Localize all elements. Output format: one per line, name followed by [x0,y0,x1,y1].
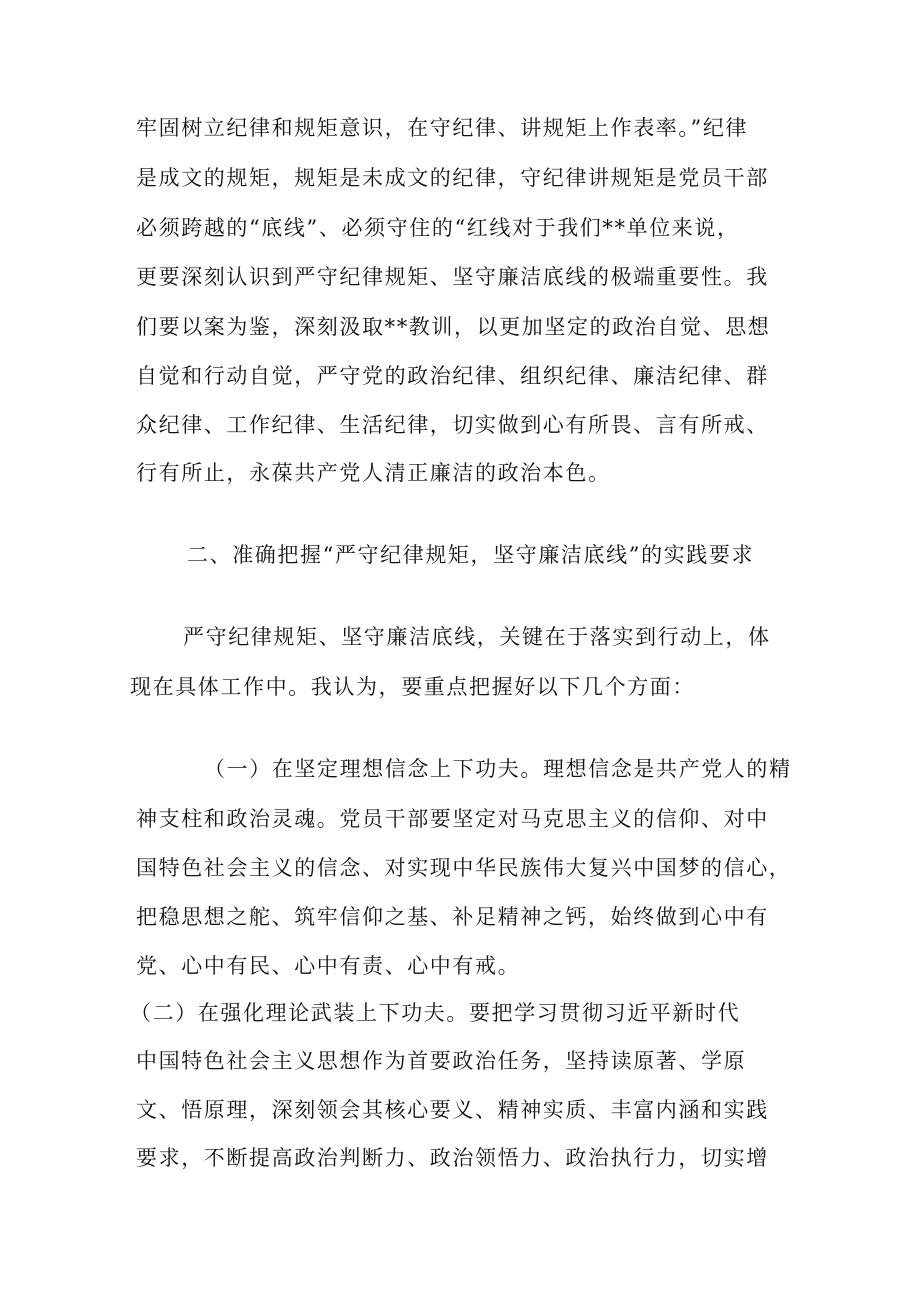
subsection-line: 国特色社会主义的信念、对实现中华民族伟大复兴中国梦的信心， [136,856,792,880]
paragraph-line: 更要深刻认识到严守纪律规矩、坚守廉洁底线的极端重要性。我 [136,265,769,289]
subsection-line: 文、悟原理，深刻领会其核心要义、精神实质、丰富内涵和实践 [136,1098,769,1122]
paragraph-line: 严守纪律规矩、坚守廉洁底线，关键在于落实到行动上，体 [183,625,771,649]
paragraph-line: 现在具体工作中。我认为，要重点把握好以下几个方面： [130,675,695,699]
subsection-line: （二）在强化理论武装上下功夫。要把学习贯彻习近平新时代 [130,1001,741,1025]
paragraph-line: 是成文的规矩，规矩是未成文的纪律，守纪律讲规矩是党员干部 [136,166,769,190]
subsection-line: 神支柱和政治灵魂。党员干部要坚定对马克思主义的信仰、对中 [136,807,769,831]
paragraph-line: 必须跨越的“底线”、必须守住的“红线对于我们**单位来说， [136,216,740,240]
paragraph-line: 行有所止，永葆共产党人清正廉洁的政治本色。 [136,461,611,485]
paragraph-line: 们要以案为鉴，深刻汲取**教训，以更加坚定的政治自觉、思想 [136,315,771,339]
subsection-line: 要求，不断提高政治判断力、政治领悟力、政治执行力，切实增 [136,1146,769,1170]
section-heading: 二、准确把握“严守纪律规矩，坚守廉洁底线”的实践要求 [187,543,755,567]
subsection-line: 党、心中有民、心中有责、心中有戒。 [136,954,521,978]
paragraph-line: 牢固树立纪律和规矩意识，在守纪律、讲规矩上作表率。”纪律 [136,116,749,140]
subsection-line: 中国特色社会主义思想作为首要政治任务，坚持读原著、学原 [136,1049,747,1073]
paragraph-line: 众纪律、工作纪律、生活纪律，切实做到心有所畏、言有所戒、 [136,413,769,437]
subsection-line: 把稳思想之舵、筑牢信仰之基、补足精神之钙，始终做到心中有 [136,905,769,929]
subsection-line: （一）在坚定理想信念上下功夫。理想信念是共产党人的精 [204,757,792,781]
paragraph-line: 自觉和行动自觉，严守党的政治纪律、组织纪律、廉洁纪律、群 [136,364,769,388]
